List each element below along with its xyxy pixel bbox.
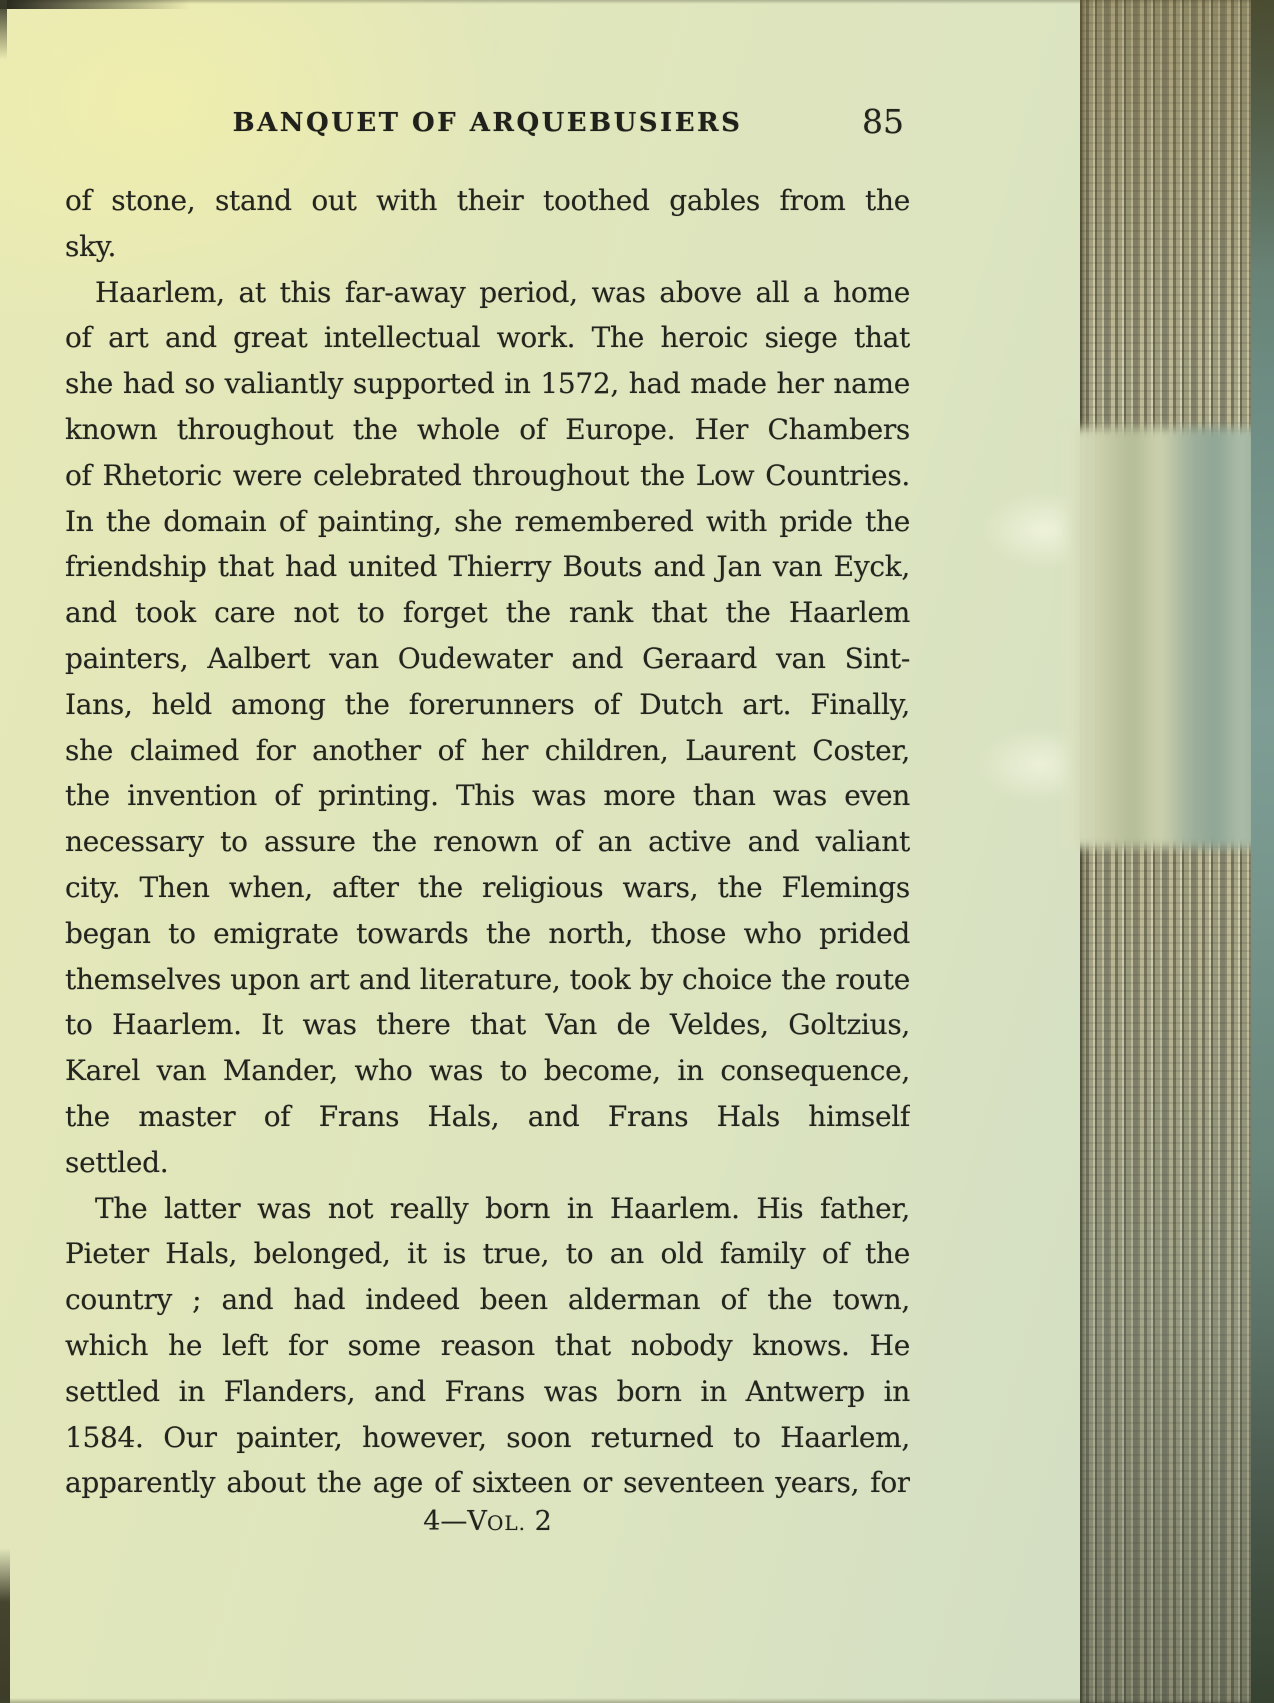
fore-edge-blur-smudge (1066, 428, 1274, 848)
volume-signature (65, 1506, 910, 1550)
text-line: of art and great intellectual work. The heroic siege that (65, 321, 910, 355)
text-line: which he left for some reason that nobody knows. He (65, 1328, 910, 1362)
text-line: city. Then when, after the religious wars, the Flemings (65, 870, 910, 904)
volume-signature-part2: OL. (486, 1511, 526, 1535)
text-line: The latter was not really born in Haarlem. His father, (95, 1191, 910, 1225)
text-line: themselves upon art and literature, took by choice the route (65, 962, 910, 996)
text-line: settled in Flanders, and Frans was born in Antwerp in (65, 1374, 910, 1408)
text-line: apparently about the age of sixteen or seventeen years, for (65, 1466, 910, 1500)
scan-bottom-hairline (0, 1698, 1080, 1703)
text-line: Karel van Mander, who was to become, in consequence, (65, 1054, 910, 1088)
scan-left-edge-bottom (0, 1548, 10, 1703)
running-head (65, 102, 910, 158)
volume-signature-part3: 2 (525, 1506, 552, 1537)
text-line: settled. (65, 1145, 169, 1179)
text-line: sky. (65, 229, 117, 263)
running-title: BANQUET OF ARQUEBUSIERS (232, 108, 743, 138)
text-line: and took care not to forget the rank that the Haarlem (65, 596, 910, 630)
text-line: In the domain of painting, she remembered with pride the (65, 504, 910, 538)
body-text (65, 178, 910, 1506)
text-line: known throughout the whole of Europe. Her Chambers (65, 412, 910, 446)
text-line: to Haarlem. It was there that Van de Veldes, Goltzius, (65, 1008, 910, 1042)
text-line: Pieter Hals, belonged, it is true, to an old family of the (65, 1237, 910, 1271)
text-line: began to emigrate towards the north, those who prided (65, 916, 910, 950)
text-line: Ians, held among the forerunners of Dutch art. Finally, (65, 687, 910, 721)
text-line: the invention of printing. This was more than was even (65, 779, 910, 813)
page-content (65, 0, 910, 1537)
volume-signature-part1: 4—V (423, 1506, 487, 1537)
text-line: she had so valiantly supported in 1572, had made her name (65, 367, 910, 401)
text-line: she claimed for another of her children, Laurent Coster, (65, 733, 910, 767)
fore-edge-outer-band (1251, 0, 1274, 1703)
text-line: friendship that had united Thierry Bouts and Jan van Eyck, (65, 550, 910, 584)
text-line: country ; and had indeed been alderman of the town, (65, 1283, 910, 1317)
scan-left-edge-top (0, 0, 7, 60)
book-fore-edge (1080, 0, 1274, 1703)
text-line: of Rhetoric were celebrated throughout the Low Countries. (65, 458, 910, 492)
text-line: painters, Aalbert van Oudewater and Geraard van Sint- (65, 641, 910, 675)
text-line: of stone, stand out with their toothed gables from the (65, 184, 910, 217)
text-line: 1584. Our painter, however, soon returned to Haarlem, (65, 1420, 910, 1454)
text-line: the master of Frans Hals, and Frans Hals himself (65, 1099, 910, 1133)
text-line: necessary to assure the renown of an active and valiant (65, 825, 910, 859)
page-number: 85 (862, 102, 904, 141)
text-line: Haarlem, at this far-away period, was above all a home (95, 275, 910, 309)
